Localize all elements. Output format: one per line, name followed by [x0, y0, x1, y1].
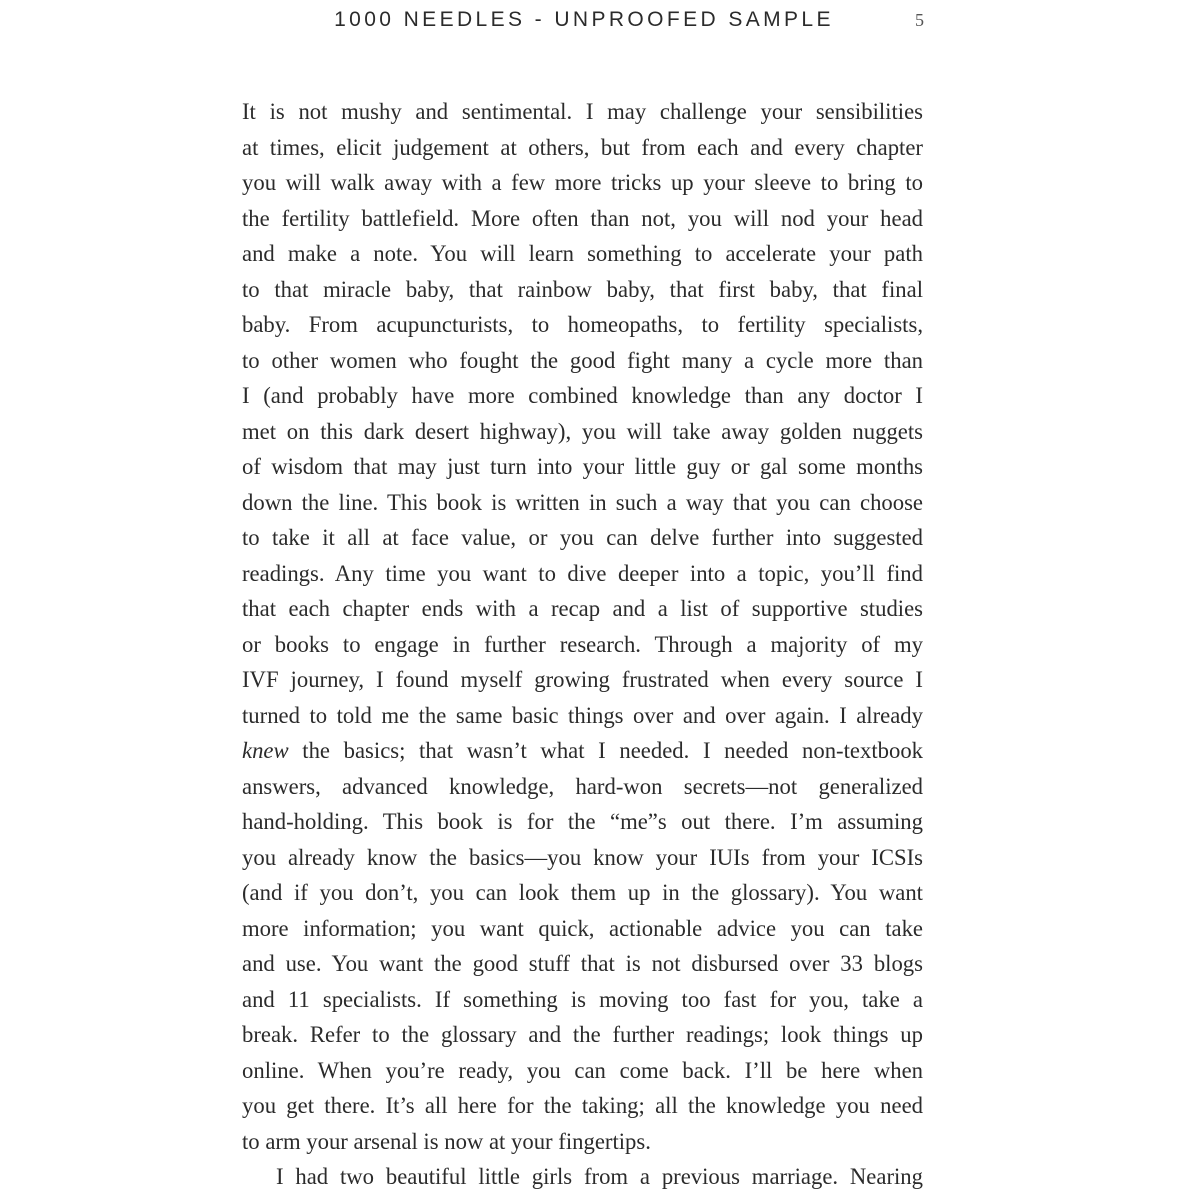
text-line: IVF journey, I found myself growing frustrated when every source I	[242, 667, 923, 692]
text-line: the fertility battlefield. More often than not, you will nod your head	[242, 205, 923, 231]
text-line: hand-holding. This book is for the “me”s out there. I’m assuming	[242, 809, 923, 834]
text-line: to other women who fought the good fight many a cycle more than	[242, 347, 923, 373]
text-line: online. When you’re ready, you can come back. I’ll be here when	[242, 1057, 923, 1083]
text-line: turned to told me the same basic things over and over again. I already	[242, 702, 923, 728]
text-line: and use. You want the good stuff that is not disbursed over 33 blogs	[242, 951, 923, 976]
text-line: baby. From acupuncturists, to homeopaths, to fertility specialists,	[242, 312, 923, 337]
text-line: answers, advanced knowledge, hard-won secrets—not generalized	[242, 773, 923, 799]
text-line: of wisdom that may just turn into your little guy or gal some months	[242, 454, 923, 479]
text-line: at times, elicit judgement at others, but from each and every chapter	[242, 134, 923, 160]
text-line: and make a note. You will learn something to accelerate your path	[242, 241, 923, 266]
text-line: met on this dark desert highway), you will take away golden nuggets	[242, 418, 923, 444]
running-head-title: 1000 NEEDLES - UNPROOFED SAMPLE	[334, 8, 834, 31]
body-text	[242, 94, 923, 1195]
text-line: to that miracle baby, that rainbow baby, that first baby, that final	[242, 276, 923, 302]
italic-word: knew	[242, 738, 289, 763]
text-line: and 11 specialists. If something is moving too fast for you, take a	[242, 986, 923, 1012]
text-line: you get there. It’s all here for the taking; all the knowledge you need	[242, 1093, 923, 1118]
text-line: you already know the basics—you know your IUIs from your ICSIs	[242, 844, 923, 870]
text-line: I (and probably have more combined knowledge than any doctor I	[242, 383, 923, 408]
text-line-with-italic	[242, 733, 923, 769]
text-line: to take it all at face value, or you can delve further into suggested	[242, 525, 923, 550]
text-line: readings. Any time you want to dive deeper into a topic, you’ll find	[242, 560, 923, 586]
text-line-rest: the basics; that wasn’t what I needed. I needed non-textbook	[302, 738, 924, 763]
page-number: 5	[915, 10, 924, 30]
text-line: more information; you want quick, actionable advice you can take	[242, 915, 923, 941]
text-line: you will walk away with a few more tricks up your sleeve to bring to	[242, 170, 923, 195]
text-line: down the line. This book is written in such a way that you can choose	[242, 489, 923, 515]
text-line: It is not mushy and sentimental. I may challenge your sensibilities	[242, 99, 923, 124]
text-line: to arm your arsenal is now at your fingertips.	[242, 1128, 651, 1154]
text-line: break. Refer to the glossary and the further readings; look things up	[242, 1022, 923, 1047]
text-line: (and if you don’t, you can look them up in the glossary). You want	[242, 880, 923, 905]
text-line: or books to engage in further research. Through a majority of my	[242, 631, 923, 657]
text-line-new-paragraph: I had two beautiful little girls from a previous marriage. Nearing	[276, 1164, 923, 1189]
text-line: that each chapter ends with a recap and a list of supportive studies	[242, 596, 923, 621]
